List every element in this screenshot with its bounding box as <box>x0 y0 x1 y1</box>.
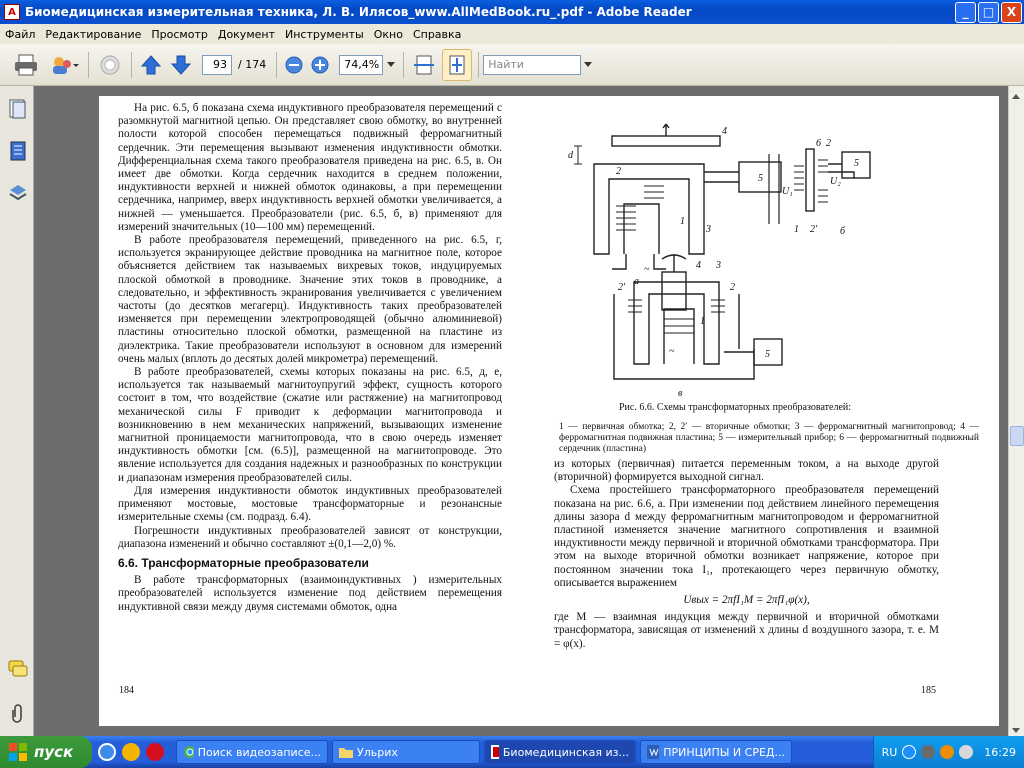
vertical-scrollbar[interactable] <box>1008 86 1024 736</box>
find-input[interactable]: Найти <box>483 55 581 75</box>
figure-caption-legend: 1 — первичная обмотка; 2, 2′ — вторичные обмотки; 3 — ферромагнитный магнитопровод; 4 — ферромагнитная подвижная пластина; 5 — измерительный прибор; 6 — ферромагнитный подвижный сердечник (пластина) <box>559 422 979 454</box>
figure-caption-title: Рис. 6.6. Схемы трансформаторных преобразователей: <box>619 402 852 413</box>
start-label: пуск <box>34 743 74 761</box>
chrome-icon <box>183 745 194 759</box>
fig-label-v: в <box>678 388 683 399</box>
clock: 16:29 <box>984 745 1016 759</box>
window-title: Биомедицинская измерительная техника, Л. В. Илясов_www.AllMedBook.ru_.pdf - Adobe Reader <box>25 5 692 19</box>
left-page-number: 184 <box>119 685 134 696</box>
fig-label-b: б <box>840 226 846 237</box>
start-button[interactable] <box>0 736 92 768</box>
paragraph: Погрешности индуктивных преобразователей зависят от конструкции, диапазона изменений и обычно составляют ±(0,1—2,0) %. <box>118 524 502 550</box>
section-heading: 6.6. Трансформаторные преобразователи <box>118 555 369 570</box>
plate-v-shape <box>662 272 686 310</box>
task-folder[interactable]: Ульрих <box>332 740 480 764</box>
paragraph: из которых (первичная) питается переменным током, а на выходе другой (вторичной) формируется выходной сигнал. <box>554 458 939 484</box>
fig-label-1v: 1 <box>700 316 705 327</box>
comments-icon[interactable] <box>8 658 28 680</box>
network-icon[interactable] <box>921 745 935 759</box>
movable-plate-shape <box>612 136 720 146</box>
bluetooth-icon[interactable] <box>902 745 916 759</box>
fit-width-icon[interactable] <box>410 49 438 81</box>
fig-label-2pb: 2′ <box>810 224 818 235</box>
toolbar-separator <box>131 52 132 78</box>
fig-label-3: 3 <box>706 224 711 235</box>
menu-file[interactable]: Файл <box>5 27 36 41</box>
title-bar <box>0 0 1024 24</box>
next-page-icon[interactable] <box>168 49 194 81</box>
scrollbar-thumb[interactable] <box>1010 426 1024 446</box>
adobe-reader-icon: A <box>4 4 20 20</box>
hand-tool-icon[interactable] <box>95 49 125 81</box>
layers-icon[interactable] <box>8 182 28 204</box>
menu-tools[interactable]: Инструменты <box>285 27 364 41</box>
paragraph: Для измерения индуктивности обмоток индуктивных преобразователей применяют мостовые, мостовые трансформаторные и резонансные измерительные схемы (см. подразд. 6.4). <box>118 484 502 524</box>
fig-label-4v: 4 <box>696 260 701 271</box>
toolbar <box>0 44 1024 86</box>
fig-label-2pv: 2′ <box>618 282 626 293</box>
menu-window[interactable]: Окно <box>373 27 403 41</box>
avast-tray-icon[interactable] <box>940 745 954 759</box>
formula: Uвых = 2πfI₁M = 2πfI₁φ(x), <box>683 594 810 607</box>
document-viewer[interactable] <box>34 86 1008 736</box>
minimize-button[interactable]: _ <box>955 2 976 23</box>
fig-label-u2: U₂ <box>830 176 841 187</box>
paragraph: где M — взаимная индукция между первичной и вторичной обмотками трансформатора, зависящая от изменений x длины d воздушного зазора, т. е. M = φ(x). <box>554 611 939 650</box>
right-page-text <box>554 458 939 651</box>
task-chrome[interactable]: Поиск видеозаписе... <box>176 740 328 764</box>
menu-document[interactable]: Документ <box>217 27 275 41</box>
maximize-button[interactable]: □ <box>978 2 999 23</box>
toolbar-separator <box>478 52 479 78</box>
core-v-shape <box>634 282 719 364</box>
pdf-icon <box>491 745 499 759</box>
previous-page-icon[interactable] <box>138 49 164 81</box>
task-word[interactable]: ПРИНЦИПЫ И СРЕД... <box>640 740 792 764</box>
paragraph: В работе преобразователя перемещений, приведенного на рис. 6.5, г, используется экранирующее действие проводника на магнитное поле, которое объясняется действием так называемых вихревых токов, индуцируемых плоской обмоткой в проводнике. Значение этих токов в проводнике, а следовательно, и эффективность экранирования увеличивается с увеличением частоты (до десятков мегагерц). Индуктивность таких преобразователей изменяется при перемещении электропроводящей (обычно алюминиевой) пластины относительно плоской обмотки, размещенной на пластине из диэлектрика. Такие преобразователи используют в основном для измерений очень малых (вплоть до десятых долей микрометра) перемещений. <box>118 234 502 365</box>
fig-label-3v: 3 <box>716 260 721 271</box>
left-page-text <box>118 102 502 614</box>
avast-quicklaunch-icon[interactable] <box>122 743 140 761</box>
fig-label-6: 6 <box>816 138 821 149</box>
core-a-shape <box>594 164 704 254</box>
zoom-input[interactable]: 74,4% <box>339 55 383 75</box>
menu-help[interactable]: Справка <box>412 27 462 41</box>
fig-label-5v: 5 <box>765 349 770 360</box>
toolbar-separator <box>403 52 404 78</box>
fig-label-5: 5 <box>758 173 763 184</box>
ie-quicklaunch-icon[interactable] <box>98 743 116 761</box>
paragraph: В работе преобразователей, схемы которых показаны на рис. 6.5, д, е, используется так называемый магнитоупругий эффект, сущность которого состоит в том, что воздействие (сжатие или растяжение) на магнитопровод механической силы F приводит к деформации магнитопровода и возникновению в нем механических напряжений, вызывающих изменение магнитной проницаемости магнитопровода, что в свою очередь изменяет индуктивность обмотки [см. (6.5)], размещенной на магнитопроводе. Это явление используется для создания надежных и разнообразных по конструкции и диапазонам измерения преобразователей силы. <box>118 366 502 484</box>
fig-label-1: 1 <box>680 216 685 227</box>
fig-label-2: 2 <box>616 166 621 177</box>
fig-label-u1: U₁ <box>782 186 793 197</box>
fig-label-a: а <box>634 276 639 287</box>
opera-quicklaunch-icon[interactable] <box>146 743 164 761</box>
paragraph: Схема простейшего трансформаторного преобразователя перемещений показана на рис. 6.6, а. При изменении под действием линейного перемещения длины зазора d между ферромагнитным магнитопроводом и ферромагнитной пластиной изменяется значение магнитного сопротивления и взаимной индуктивности между первичной и вторичной обмотками трансформатора. При этом на выходе вторичной обмотки возникает напряжение, которое при постоянном значении тока I₁, протекающего через первичную обмотку, описывается выражением <box>554 484 939 589</box>
language-indicator[interactable]: RU <box>881 745 898 759</box>
menu-bar <box>0 24 1024 44</box>
folder-icon <box>339 746 353 758</box>
fit-page-icon[interactable] <box>442 49 472 81</box>
fig-label-tilde-v: ~ <box>669 346 675 357</box>
volume-icon[interactable] <box>959 745 973 759</box>
zoom-out-icon[interactable] <box>283 49 305 81</box>
menu-edit[interactable]: Редактирование <box>45 27 142 41</box>
find-dropdown-icon[interactable] <box>583 49 593 81</box>
taskbar <box>0 736 1024 768</box>
system-tray <box>873 736 1024 768</box>
paragraph: На рис. 6.5, б показана схема индуктивного преобразователя перемещений с разомкнутой магнитной цепью. Он представляет свою обмотку, во внутренней полости которой способен перемещаться подвижный ферромагнитный сердечник. Эти перемещения вызывают изменения индуктивности обмотки. Дифференциальная схема такого преобразователя приведена на рис. 6.5, в. Он имеет две обмотки. Когда сердечник находится в среднем положении, индуктивности верхней и нижней обмоток одинаковы, а при перемещении сердечника, например, вверх индуктивность верхней обмотки увеличивается, а нижней — уменьшается. Преобразователи (рис. 6.5, б, в) применяют для измерений значительных (10—100 мм) перемещений. <box>118 102 502 233</box>
navigation-pane <box>0 86 34 736</box>
pages-icon[interactable] <box>8 98 28 120</box>
page-total-label: / 174 <box>238 58 267 71</box>
collaborate-icon[interactable] <box>46 49 82 81</box>
pdf-page-spread <box>99 96 999 726</box>
word-icon <box>647 745 659 759</box>
bookmarks-icon[interactable] <box>8 140 28 162</box>
figure-6-6 <box>554 104 989 404</box>
paragraph: В работе трансформаторных (взаимоиндуктивных ) измерительных преобразователей используется изменение под действием перемещения индуктивной связи между двумя системами обмоток, одна <box>118 574 502 613</box>
right-page-number: 185 <box>921 685 936 696</box>
zoom-dropdown-icon[interactable] <box>385 49 397 81</box>
page-number-input[interactable]: 93 <box>202 55 232 75</box>
menu-view[interactable]: Просмотр <box>151 27 208 41</box>
scroll-up-icon[interactable] <box>1012 90 1020 103</box>
close-button[interactable]: X <box>1001 2 1022 23</box>
toolbar-separator <box>276 52 277 78</box>
fig-label-5b: 5 <box>854 158 859 169</box>
zoom-in-icon[interactable] <box>309 49 331 81</box>
print-icon[interactable] <box>10 49 42 81</box>
fig-label-d: d <box>568 150 573 161</box>
windows-logo-icon <box>8 742 28 762</box>
toolbar-separator <box>88 52 89 78</box>
fig-label-4: 4 <box>722 126 727 137</box>
task-adobe-reader[interactable]: Биомедицинская из... <box>484 740 636 764</box>
fig-label-2v: 2 <box>730 282 735 293</box>
attachments-icon[interactable] <box>8 702 28 724</box>
fig-label-2b: 2 <box>826 138 831 149</box>
fig-label-tilde: ~ <box>644 264 650 275</box>
fig-label-1b: 1 <box>794 224 799 235</box>
